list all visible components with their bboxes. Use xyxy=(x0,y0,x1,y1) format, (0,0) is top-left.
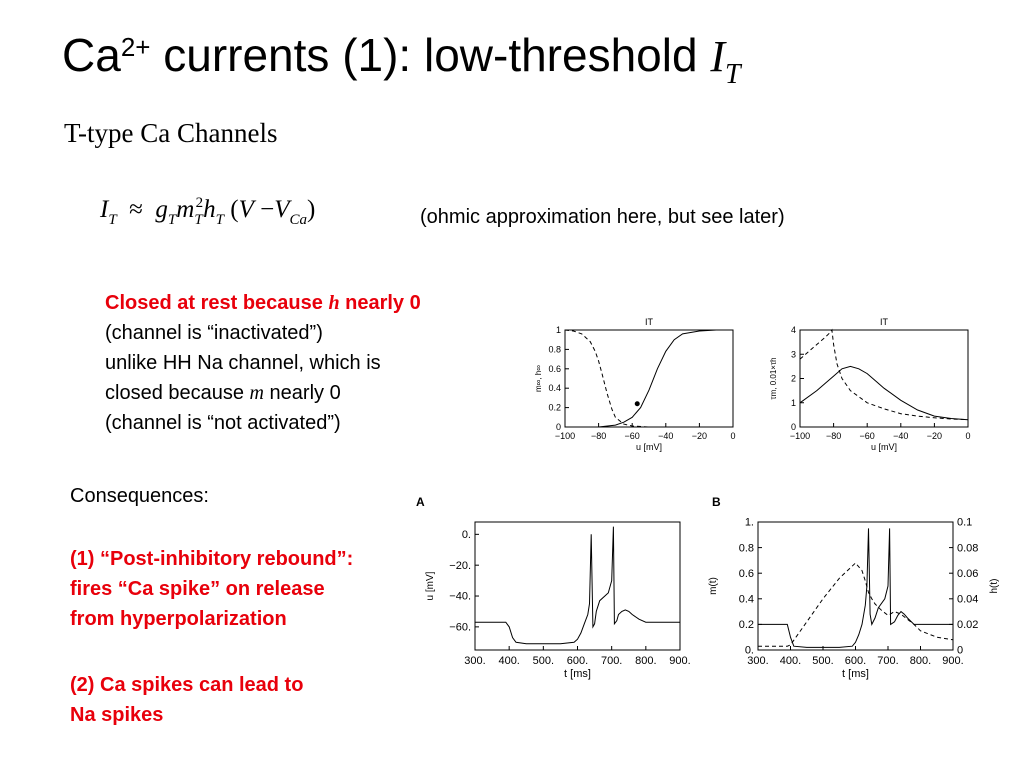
x-tick-label: 0 xyxy=(730,431,736,441)
y-tick-label: 1 xyxy=(790,397,796,408)
y-tick-label: 1. xyxy=(744,516,754,529)
x-tick-label: −40 xyxy=(893,431,909,441)
y-tick-label: 0.2 xyxy=(738,619,754,632)
y-tick-label: 0. xyxy=(461,529,471,542)
y-tick-label: −40. xyxy=(449,590,471,603)
c2-line-2: Na spikes xyxy=(70,704,164,726)
unlike-hh-line: unlike HH Na channel, which is xyxy=(105,352,381,374)
series-dashed-line xyxy=(565,330,733,427)
plot-frame xyxy=(565,330,733,427)
closed-line: Closed at rest because h nearly 0 xyxy=(105,292,421,314)
x-tick-label: 300. xyxy=(464,655,486,667)
y-right-tick-label: 0.02 xyxy=(957,619,979,632)
y-tick-label: 0 xyxy=(790,422,796,432)
x-tick-label: −60 xyxy=(624,431,640,441)
x-tick-label: −100 xyxy=(789,431,811,441)
y-axis-label: m(t) xyxy=(708,577,719,595)
c1-line-2: fires “Ca spike” on release xyxy=(70,578,325,600)
x-tick-label: 900. xyxy=(942,655,964,667)
y-right-tick-label: 0.04 xyxy=(957,593,979,606)
x-tick-label: −60 xyxy=(859,431,875,441)
x-axis-label: t [ms] xyxy=(564,668,591,680)
y-tick-label: −60. xyxy=(449,621,471,634)
y-axis-label: u [mV] xyxy=(425,571,436,601)
y-tick-label: 1 xyxy=(555,325,561,335)
series-dashed-line xyxy=(800,330,968,420)
y-tick-label: −20. xyxy=(449,559,471,572)
ohmic-note: (ohmic approximation here, but see later) xyxy=(420,206,785,228)
closed-at-rest-block xyxy=(105,288,421,438)
chart-title: IT xyxy=(880,317,888,327)
consequence-2 xyxy=(70,670,303,730)
y-tick-label: 0.6 xyxy=(738,567,754,580)
data-point-marker xyxy=(635,401,640,406)
x-tick-label: 800. xyxy=(635,655,657,667)
it-equation: $I_T \approx g_Tm_T^2h_T$ $(V -V_{Ca})$ xyxy=(100,195,316,228)
series-solid-line xyxy=(475,527,680,644)
plot-frame xyxy=(800,330,968,427)
y-right-tick-label: 0.08 xyxy=(957,542,979,555)
y-right-tick-label: 0.06 xyxy=(957,567,979,580)
x-tick-label: 700. xyxy=(600,655,623,667)
x-tick-label: −80 xyxy=(590,431,607,441)
y-right-axis-label: h(t) xyxy=(989,578,1000,594)
x-tick-label: 600. xyxy=(566,655,589,667)
x-tick-label: 700. xyxy=(877,655,899,667)
consequences-heading: Consequences: xyxy=(70,485,209,507)
slide-title: $Ca^{2+}$ currents (1): low-threshold $I_T$ xyxy=(62,29,741,90)
x-tick-label: −40 xyxy=(658,431,674,441)
y-axis-label: m∞, h∞ xyxy=(534,365,543,392)
x-tick-label: 300. xyxy=(747,655,769,667)
plot-frame xyxy=(758,522,953,650)
x-tick-label: 400. xyxy=(779,655,802,667)
y-right-tick-label: 0 xyxy=(957,644,964,657)
y-tick-label: 0 xyxy=(555,422,561,432)
inactivated-line: (channel is “inactivated”) xyxy=(105,322,323,344)
plot-frame xyxy=(475,522,680,650)
y-axis-label: τm, 0.01×τh xyxy=(769,357,778,400)
x-tick-label: −100 xyxy=(554,431,576,441)
not-activated-line: (channel is “not activated”) xyxy=(105,412,341,434)
slide-subtitle: T-type Ca Channels xyxy=(64,118,278,148)
chart-panel-b xyxy=(708,492,1018,684)
y-tick-label: 0.2 xyxy=(548,402,561,413)
chart-panel-a xyxy=(412,492,697,684)
x-tick-label: 500. xyxy=(532,655,555,667)
x-tick-label: 400. xyxy=(498,655,520,667)
consequence-1 xyxy=(70,544,353,634)
x-tick-label: −20 xyxy=(926,431,943,441)
c1-line-3: from hyperpolarization xyxy=(70,608,287,630)
series-solid-line xyxy=(800,366,968,419)
series-solid-line xyxy=(758,528,953,647)
x-axis-label: t [ms] xyxy=(842,668,869,680)
y-right-tick-label: 0.1 xyxy=(957,516,973,529)
chart-steady-state xyxy=(530,312,745,460)
y-tick-label: 2 xyxy=(790,373,796,384)
x-tick-label: 0 xyxy=(965,431,971,441)
panel-label: B xyxy=(712,495,721,509)
x-tick-label: −20 xyxy=(691,431,708,441)
y-tick-label: 0.6 xyxy=(548,363,561,374)
y-tick-label: 0.8 xyxy=(548,344,561,355)
y-tick-label: 0.4 xyxy=(548,383,561,394)
x-axis-label: u [mV] xyxy=(635,442,663,452)
closed-because-m-line: closed because m nearly 0 xyxy=(105,382,341,404)
x-tick-label: 500. xyxy=(812,655,834,667)
x-axis-label: u [mV] xyxy=(870,442,898,452)
chart-time-constants xyxy=(765,312,980,460)
x-tick-label: 900. xyxy=(669,655,691,667)
y-tick-label: 3 xyxy=(790,349,796,360)
y-tick-label: 0.8 xyxy=(738,542,754,555)
x-tick-label: 800. xyxy=(909,655,932,667)
y-tick-label: 0. xyxy=(744,644,754,657)
x-tick-label: 600. xyxy=(844,655,867,667)
chart-title: IT xyxy=(645,317,653,327)
y-tick-label: 4 xyxy=(790,325,796,335)
x-tick-label: −80 xyxy=(825,431,842,441)
series-dashed-line xyxy=(758,563,953,646)
c1-line-1: (1) “Post-inhibitory rebound”: xyxy=(70,548,354,570)
panel-label: A xyxy=(416,495,425,509)
c2-line-1: (2) Ca spikes can lead to xyxy=(70,674,304,696)
y-tick-label: 0.4 xyxy=(738,593,754,606)
series-solid-line xyxy=(565,330,733,427)
